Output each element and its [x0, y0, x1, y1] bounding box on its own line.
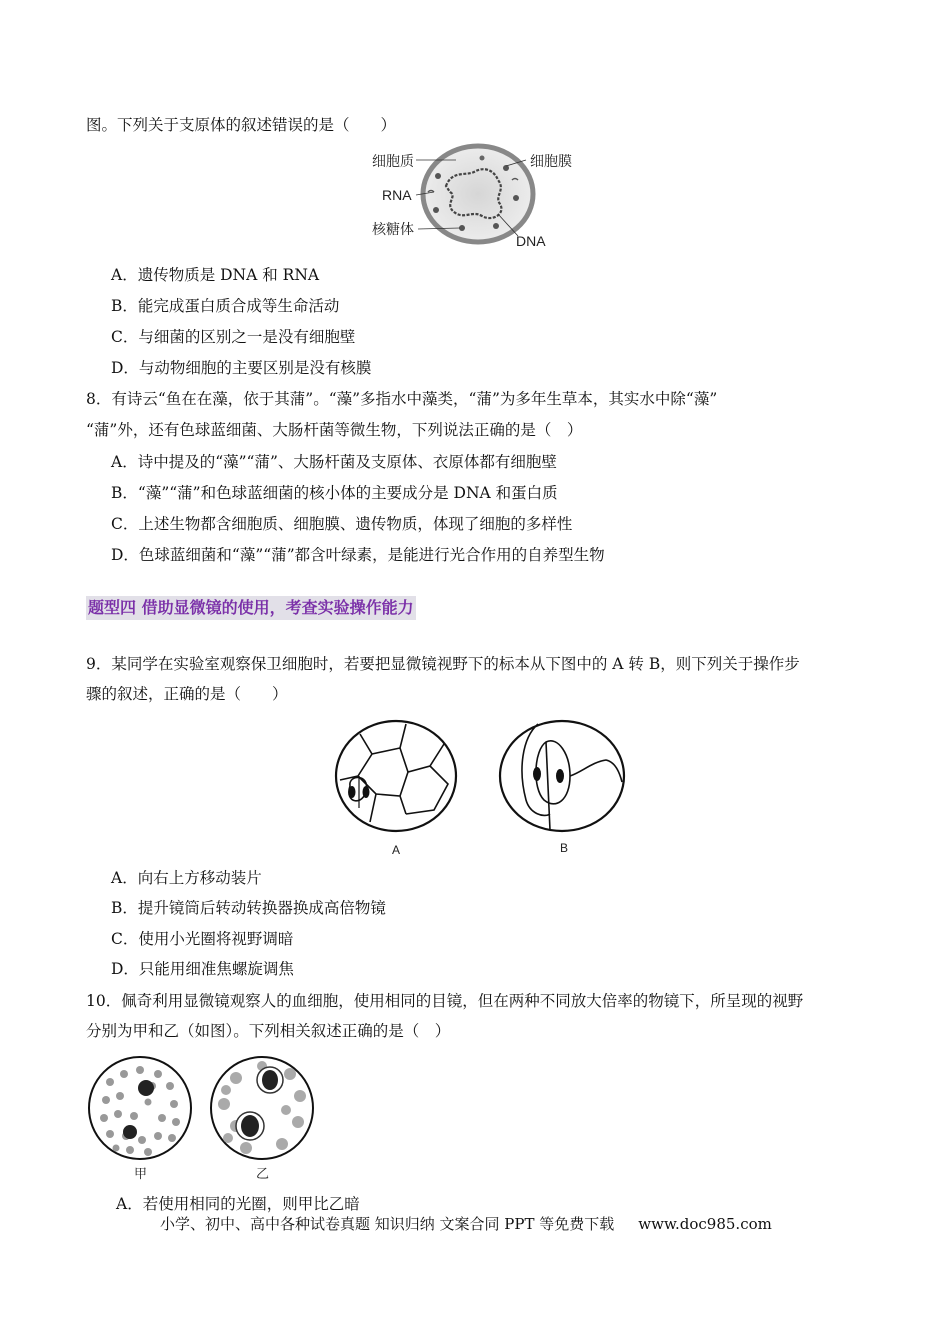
q9-option-c[interactable]: C．使用小光圈将视野调暗 [111, 930, 294, 948]
label-yi: 乙 [256, 1166, 270, 1181]
label-cell-membrane: 细胞膜 [530, 153, 572, 169]
label-field-a: A [392, 843, 401, 857]
page-footer [160, 1214, 772, 1234]
q7-option-a[interactable]: A．遗传物质是 DNA 和 RNA [111, 266, 320, 284]
q7-option-c[interactable]: C．与细菌的区别之一是没有细胞壁 [111, 328, 356, 346]
q7-option-d[interactable]: D．与动物细胞的主要区别是没有核膜 [111, 359, 372, 377]
q7-option-b[interactable]: B．能完成蛋白质合成等生命活动 [111, 297, 340, 315]
q9-option-b[interactable]: B．提升镜筒后转动转换器换成高倍物镜 [111, 899, 386, 917]
q9-stem-line1: 9．某同学在实验室观察保卫细胞时，若要把显微镜视野下的标本从下图中的 A 转 B，则下列关于操作步 [86, 655, 800, 673]
microscope-field-figure [330, 714, 630, 862]
label-cytoplasm: 细胞质 [372, 153, 414, 169]
q9-option-a[interactable]: A．向右上方移动装片 [111, 869, 262, 887]
footer-text: 小学、初中、高中各种试卷真题 知识归纳 文案合同 PPT 等免费下载 [160, 1215, 615, 1233]
mycoplasma-figure [366, 140, 572, 252]
q9-option-d[interactable]: D．只能用细准焦螺旋调焦 [111, 960, 294, 978]
q8-stem-line2: “蒲”外，还有色球蓝细菌、大肠杆菌等微生物，下列说法正确的是（ ） [86, 421, 583, 439]
q8-option-b[interactable]: B．“藻”“蒲”和色球蓝细菌的核小体的主要成分是 DNA 和蛋白质 [111, 484, 558, 502]
label-field-b: B [560, 841, 569, 855]
q7-stem-tail: 图。下列关于支原体的叙述错误的是（ ） [86, 116, 397, 134]
q9-stem-line2: 骤的叙述，正确的是（ ） [86, 685, 288, 703]
q8-option-c[interactable]: C．上述生物都含细胞质、细胞膜、遗传物质，体现了细胞的多样性 [111, 515, 573, 533]
footer-url[interactable]: www.doc985.com [638, 1215, 772, 1233]
q8-option-d[interactable]: D．色球蓝细菌和“藻”“蒲”都含叶绿素，是能进行光合作用的自养型生物 [111, 546, 605, 564]
blood-cell-figure [86, 1052, 326, 1184]
label-dna: DNA [516, 233, 546, 249]
q10-stem-line2: 分别为甲和乙（如图）。下列相关叙述正确的是（ ） [86, 1022, 451, 1040]
label-jia: 甲 [134, 1166, 148, 1181]
q8-stem-line1: 8．有诗云“鱼在在藻，依于其蒲”。“藻”多指水中藻类，“蒲”为多年生草本，其实水中除“藻” [86, 390, 718, 408]
q8-option-a[interactable]: A．诗中提及的“藻”“蒲”、大肠杆菌及支原体、衣原体都有细胞壁 [111, 453, 557, 471]
q10-stem-line1: 10．佩奇利用显微镜观察人的血细胞，使用相同的目镜，但在两种不同放大倍率的物镜下，所呈现的视野 [86, 992, 804, 1010]
q10-option-a[interactable]: A．若使用相同的光圈，则甲比乙暗 [116, 1195, 360, 1213]
section-heading: 题型四 借助显微镜的使用，考查实验操作能力 [86, 596, 416, 620]
label-rna: RNA [382, 187, 412, 203]
label-ribosome: 核糖体 [372, 221, 414, 237]
